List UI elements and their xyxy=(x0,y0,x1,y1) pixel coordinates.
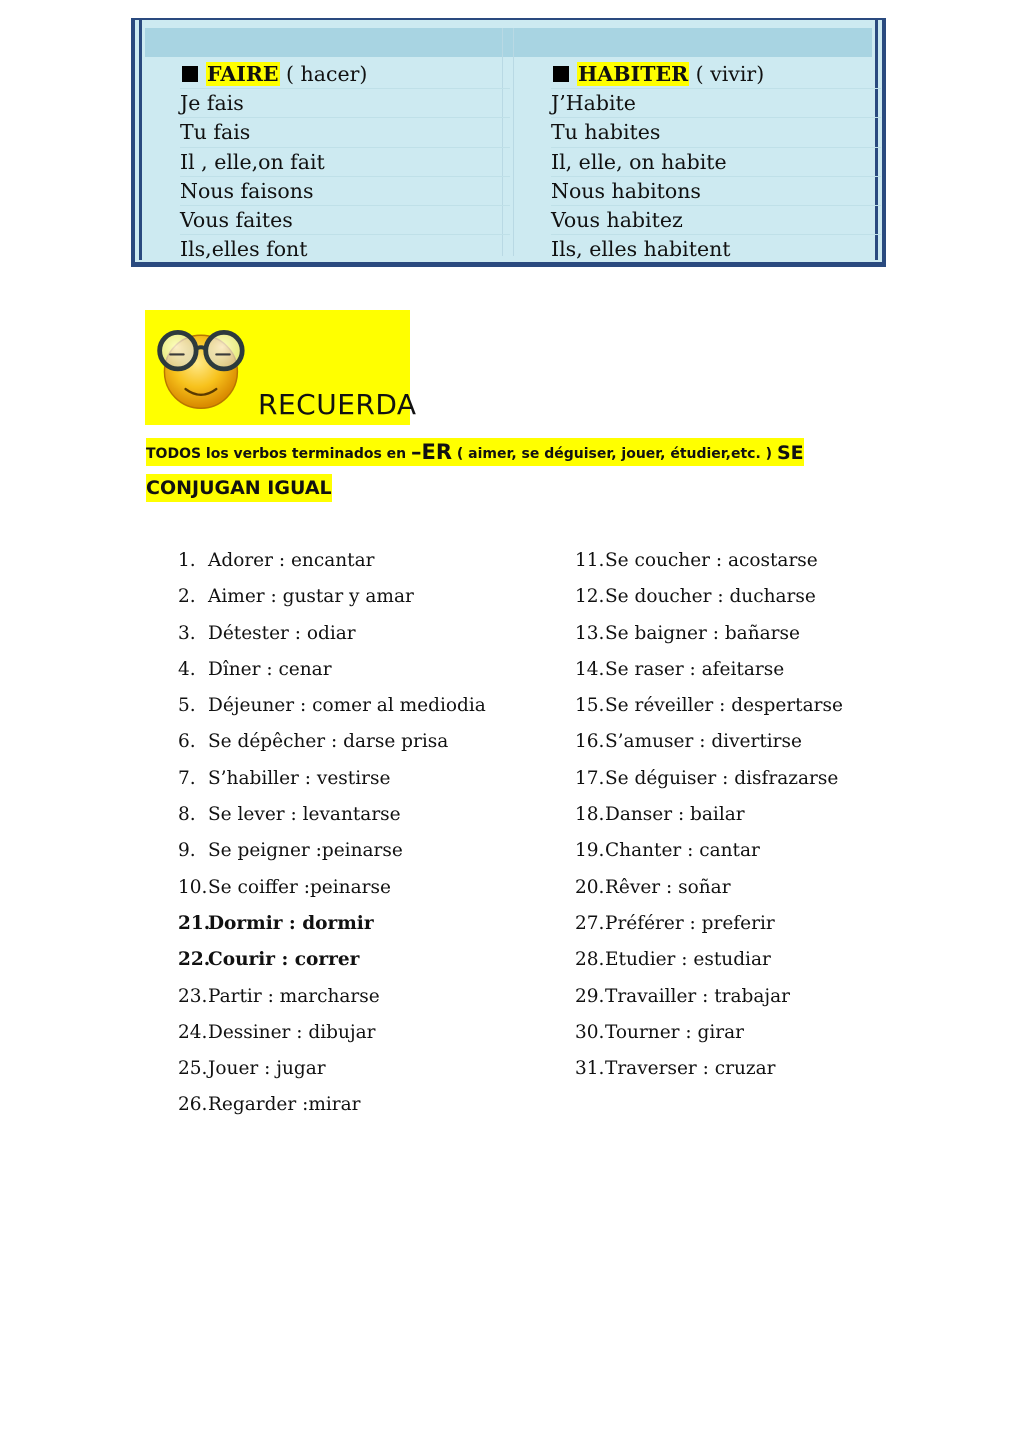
verb-number: 1. xyxy=(178,550,196,571)
faire-form: Ils,elles font xyxy=(180,237,308,262)
verb-text: Travailler : trabajar xyxy=(605,985,791,1007)
verb-text: Etudier : estudiar xyxy=(605,949,771,971)
verb-list-item xyxy=(178,800,486,836)
verb-list-item xyxy=(178,582,486,618)
verb-list-item xyxy=(575,691,843,727)
verb-text: Préférer : preferir xyxy=(605,912,775,934)
verb-list-item xyxy=(575,873,843,909)
verb-list-item xyxy=(178,619,486,655)
verb-number: 20. xyxy=(575,876,605,898)
verb-list-item xyxy=(178,945,486,981)
verb-list-item xyxy=(178,1054,486,1090)
smiley-glasses-icon xyxy=(151,318,247,414)
verb-list-item xyxy=(178,1090,486,1126)
rule-examples: ( aimer, se déguiser, jouer, étudier,etc. ) xyxy=(452,446,777,462)
habiter-form: Tu habites xyxy=(551,118,881,147)
verb-text: Danser : bailar xyxy=(605,804,745,826)
habiter-column xyxy=(551,60,881,263)
verb-text: Jouer : jugar xyxy=(208,1058,326,1080)
faire-form: Vous faites xyxy=(180,206,510,235)
verb-number: 12. xyxy=(575,586,605,608)
verb-text: Adorer : encantar xyxy=(208,550,375,571)
verb-number: 22. xyxy=(178,949,211,971)
verb-number: 19. xyxy=(575,840,605,862)
verb-number: 13. xyxy=(575,622,605,644)
verb-text: Rêver : soñar xyxy=(605,876,731,898)
rule-se: SE xyxy=(776,442,804,464)
verb-text: Se coiffer :peinarse xyxy=(208,876,391,898)
verb-text: Se doucher : ducharse xyxy=(605,586,816,608)
faire-translation: ( hacer) xyxy=(286,62,368,86)
verb-list-item xyxy=(178,691,486,727)
recuerda-box xyxy=(145,310,417,425)
verb-number: 25. xyxy=(178,1058,208,1080)
verb-number: 8. xyxy=(178,804,196,826)
verb-list-item xyxy=(178,655,486,691)
verb-number: 14. xyxy=(575,658,605,680)
rule-conclusion: CONJUGAN IGUAL xyxy=(146,474,332,502)
habiter-form: Nous habitons xyxy=(551,177,881,206)
verb-list-item xyxy=(575,982,843,1018)
habiter-translation: ( vivir) xyxy=(695,62,765,86)
verb-list-item xyxy=(575,655,843,691)
verb-text: Déjeuner : comer al mediodia xyxy=(208,695,486,717)
faire-form: Il , elle,on fait xyxy=(180,148,510,177)
habiter-form: Vous habitez xyxy=(551,206,881,235)
verb-text: Chanter : cantar xyxy=(605,840,760,862)
verb-number: 30. xyxy=(575,1021,605,1043)
verb-number: 17. xyxy=(575,767,605,789)
verb-number: 9. xyxy=(178,840,196,862)
verb-text: Se réveiller : despertarse xyxy=(605,695,843,717)
verb-text: Tourner : girar xyxy=(605,1021,744,1043)
verb-text: Traverser : cruzar xyxy=(605,1058,776,1080)
verb-text: Courir : correr xyxy=(208,949,360,971)
habiter-form: Il, elle, on habite xyxy=(551,148,881,177)
verb-list-item xyxy=(575,619,843,655)
verb-text: Se coucher : acostarse xyxy=(605,550,818,571)
recuerda-title: RECUERDA xyxy=(258,388,417,421)
verb-list-right xyxy=(575,546,843,1090)
verb-text: Se peigner :peinarse xyxy=(208,840,403,862)
verb-number: 24. xyxy=(178,1021,208,1043)
verb-number: 26. xyxy=(178,1094,208,1116)
verb-list-item xyxy=(178,836,486,872)
verb-text: S’amuser : divertirse xyxy=(605,731,802,753)
verb-text: Se dépêcher : darse prisa xyxy=(208,731,449,753)
verb-list-item xyxy=(575,764,843,800)
verb-list-item xyxy=(178,982,486,1018)
verb-number: 18. xyxy=(575,804,605,826)
faire-verb: FAIRE xyxy=(207,62,279,86)
verb-text: Dîner : cenar xyxy=(208,658,332,680)
verb-number: 15. xyxy=(575,695,605,717)
verb-text: Se raser : afeitarse xyxy=(605,658,785,680)
verb-text: Partir : marcharse xyxy=(208,985,380,1007)
rule-line xyxy=(146,438,804,466)
faire-form: Tu fais xyxy=(180,118,510,147)
faire-column xyxy=(180,60,510,263)
verb-list-item xyxy=(178,546,486,582)
verb-text: Dessiner : dibujar xyxy=(208,1021,376,1043)
verb-number: 6. xyxy=(178,731,196,753)
verb-number: 5. xyxy=(178,695,196,717)
verb-list-item xyxy=(178,1018,486,1054)
rule-er-ending: –ER xyxy=(411,440,453,464)
faire-form: Je fais xyxy=(180,89,510,118)
habiter-heading xyxy=(551,60,881,89)
verb-number: 10. xyxy=(178,876,208,898)
verb-list-item xyxy=(575,945,843,981)
faire-heading xyxy=(180,60,510,89)
verb-text: Détester : odiar xyxy=(208,622,356,644)
verb-number: 3. xyxy=(178,622,196,644)
verb-text: Se baigner : bañarse xyxy=(605,622,800,644)
verb-text: Aimer : gustar y amar xyxy=(208,586,414,608)
verb-list-item xyxy=(178,727,486,763)
verb-list-item xyxy=(178,764,486,800)
verb-list-item xyxy=(575,582,843,618)
habiter-verb: HABITER xyxy=(578,62,689,86)
verb-number: 2. xyxy=(178,586,196,608)
verb-list-item xyxy=(178,873,486,909)
verb-text: S’habiller : vestirse xyxy=(208,767,391,789)
verb-number: 7. xyxy=(178,767,196,789)
verb-number: 11. xyxy=(575,550,605,571)
square-bullet-icon xyxy=(553,66,569,82)
rule-start: TODOS los verbos terminados en xyxy=(146,446,412,462)
faire-form: Nous faisons xyxy=(180,177,510,206)
habiter-form: J’Habite xyxy=(551,89,881,118)
verb-number: 29. xyxy=(575,985,605,1007)
verb-list-item xyxy=(575,727,843,763)
verb-text: Dormir : dormir xyxy=(208,912,374,934)
verb-number: 4. xyxy=(178,658,196,680)
habiter-form: Ils, elles habitent xyxy=(551,237,731,262)
verb-list-item xyxy=(575,800,843,836)
verb-list-left xyxy=(178,546,486,1127)
verb-list-item xyxy=(575,546,843,582)
verb-text: Se déguiser : disfrazarse xyxy=(605,767,839,789)
verb-list-item xyxy=(575,836,843,872)
verb-number: 31. xyxy=(575,1058,605,1080)
verb-number: 27. xyxy=(575,912,605,934)
verb-number: 28. xyxy=(575,949,605,971)
square-bullet-icon xyxy=(182,66,198,82)
verb-list-item xyxy=(575,909,843,945)
verb-text: Regarder :mirar xyxy=(208,1094,361,1116)
verb-list-item xyxy=(178,909,486,945)
verb-list-item xyxy=(575,1018,843,1054)
verb-number: 16. xyxy=(575,731,605,753)
verb-text: Se lever : levantarse xyxy=(208,804,401,826)
conjugation-table xyxy=(131,18,886,267)
verb-list-item xyxy=(575,1054,843,1090)
verb-number: 23. xyxy=(178,985,208,1007)
verb-number: 21. xyxy=(178,912,211,934)
